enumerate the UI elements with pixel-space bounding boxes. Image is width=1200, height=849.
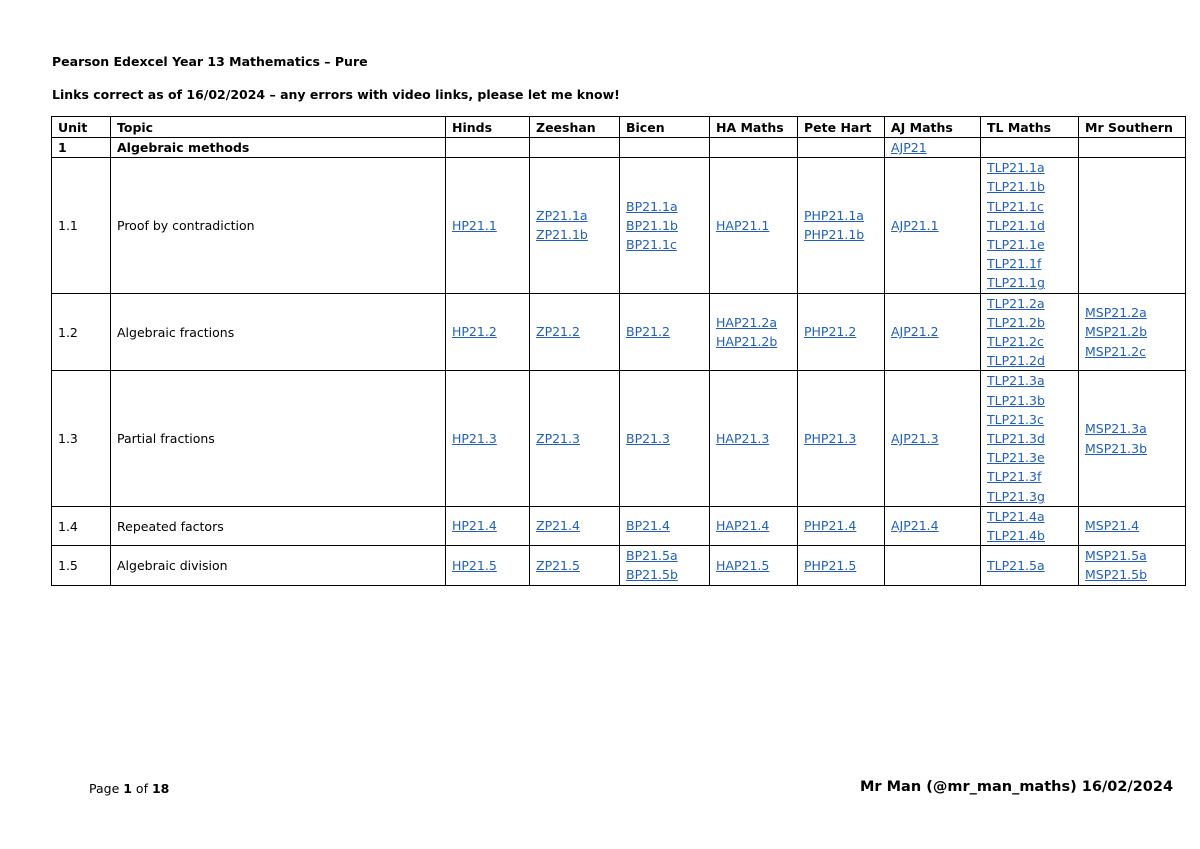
pete-cell	[798, 546, 885, 585]
video-link[interactable]: MSP21.5b	[1085, 567, 1148, 583]
video-link[interactable]: BP21.1b	[626, 217, 678, 233]
video-link[interactable]: TLP21.3d	[987, 431, 1045, 447]
hinds-cell	[446, 506, 530, 545]
ha-cell	[710, 546, 798, 585]
southern-cell	[1079, 506, 1186, 545]
video-link[interactable]: MSP21.5a	[1085, 548, 1147, 564]
video-link[interactable]: TLP21.3g	[987, 488, 1045, 504]
bicen-cell	[620, 371, 710, 506]
video-link[interactable]: HAP21.4	[716, 518, 770, 534]
video-link[interactable]: PHP21.4	[804, 518, 857, 534]
video-link[interactable]: MSP21.3b	[1085, 440, 1148, 456]
hinds-cell	[446, 158, 530, 293]
video-link[interactable]: HP21.3	[452, 431, 497, 447]
header-tl-maths: TL Maths	[981, 117, 1079, 138]
zeeshan-cell	[530, 506, 620, 545]
video-link[interactable]: HAP21.2b	[716, 334, 778, 350]
southern-cell	[1079, 158, 1186, 293]
video-link[interactable]: AJP21.3	[891, 431, 939, 447]
header-zeeshan: Zeeshan	[530, 117, 620, 138]
topic-cell: Repeated factors	[111, 506, 446, 545]
video-link[interactable]: TLP21.1f	[987, 256, 1042, 272]
video-link[interactable]: HP21.5	[452, 557, 497, 573]
southern-cell	[1079, 546, 1186, 585]
pete-cell	[798, 371, 885, 506]
page-total: 18	[151, 781, 170, 796]
unit-cell: 1.1	[52, 158, 111, 293]
table-row	[52, 371, 1186, 506]
video-link[interactable]: AJP21.4	[891, 518, 939, 534]
video-link[interactable]: TLP21.2c	[987, 334, 1044, 350]
unit-cell: 1.4	[52, 506, 111, 545]
video-link[interactable]: BP21.4	[626, 518, 670, 534]
video-link[interactable]: TLP21.3a	[987, 373, 1045, 389]
header-bicen: Bicen	[620, 117, 710, 138]
aj-cell	[885, 506, 981, 545]
video-link[interactable]: TLP21.3c	[987, 411, 1044, 427]
bicen-cell	[620, 506, 710, 545]
topic-cell: Partial fractions	[111, 371, 446, 506]
zeeshan-cell	[530, 158, 620, 293]
video-link[interactable]: ZP21.4	[536, 518, 580, 534]
video-link[interactable]: TLP21.1b	[987, 179, 1045, 195]
page-number	[89, 781, 169, 796]
video-link[interactable]: TLP21.5a	[987, 557, 1045, 573]
video-link[interactable]: MSP21.2b	[1085, 324, 1148, 340]
header-unit: Unit	[52, 117, 111, 138]
video-link[interactable]: PHP21.2	[804, 324, 857, 340]
section-aj-cell	[885, 138, 981, 158]
video-link[interactable]: BP21.2	[626, 324, 670, 340]
video-link[interactable]: TLP21.2a	[987, 295, 1045, 311]
aj-cell	[885, 293, 981, 371]
page-prefix: Page	[89, 781, 124, 796]
zeeshan-cell	[530, 293, 620, 371]
bicen-cell	[620, 158, 710, 293]
section-topic: Algebraic methods	[111, 138, 446, 158]
video-link[interactable]: BP21.1a	[626, 198, 678, 214]
video-link[interactable]: ZP21.2	[536, 324, 580, 340]
video-link[interactable]: TLP21.2b	[987, 314, 1045, 330]
tl-cell	[981, 506, 1079, 545]
video-link[interactable]: BP21.3	[626, 431, 670, 447]
ha-cell	[710, 293, 798, 371]
video-link[interactable]: HAP21.1	[716, 217, 770, 233]
video-link[interactable]: TLP21.4a	[987, 508, 1045, 524]
video-link[interactable]: ZP21.1a	[536, 208, 588, 224]
page-subtitle: Links correct as of 16/02/2024 – any errors with video links, please let me know!	[52, 87, 620, 102]
ha-cell	[710, 506, 798, 545]
author-credit: Mr Man (@mr_man_maths) 16/02/2024	[860, 779, 1174, 795]
topic-cell: Algebraic fractions	[111, 293, 446, 371]
video-link[interactable]: TLP21.4b	[987, 528, 1045, 544]
video-link[interactable]: TLP21.1d	[987, 217, 1045, 233]
video-link[interactable]: TLP21.1c	[987, 198, 1044, 214]
unit-cell: 1.5	[52, 546, 111, 585]
header-pete-hart: Pete Hart	[798, 117, 885, 138]
tl-cell	[981, 546, 1079, 585]
video-link[interactable]: ZP21.5	[536, 557, 580, 573]
video-link[interactable]: TLP21.3f	[987, 469, 1042, 485]
ha-cell	[710, 371, 798, 506]
video-link[interactable]: PHP21.1b	[804, 227, 865, 243]
header-hinds: Hinds	[446, 117, 530, 138]
video-link[interactable]: BP21.5a	[626, 548, 678, 564]
bicen-cell	[620, 293, 710, 371]
section-unit: 1	[52, 138, 111, 158]
topic-cell: Algebraic division	[111, 546, 446, 585]
video-link[interactable]: TLP21.1a	[987, 160, 1045, 176]
video-link[interactable]: MSP21.4	[1085, 518, 1140, 534]
table-row	[52, 506, 1186, 545]
zeeshan-cell	[530, 546, 620, 585]
section-row	[52, 138, 1186, 158]
video-link[interactable]: HP21.4	[452, 518, 497, 534]
pete-cell	[798, 158, 885, 293]
video-links-table	[51, 116, 1186, 586]
pete-cell	[798, 293, 885, 371]
video-link[interactable]: TLP21.1g	[987, 275, 1045, 291]
video-link[interactable]: TLP21.3b	[987, 392, 1045, 408]
video-link[interactable]: AJP21.2	[891, 324, 939, 340]
page-current: 1	[123, 781, 132, 796]
southern-cell	[1079, 293, 1186, 371]
table-row	[52, 546, 1186, 585]
header-aj-maths: AJ Maths	[885, 117, 981, 138]
video-link[interactable]: PHP21.1a	[804, 208, 864, 224]
hinds-cell	[446, 546, 530, 585]
video-link[interactable]: BP21.5b	[626, 567, 678, 583]
video-link[interactable]: TLP21.3e	[987, 450, 1045, 466]
video-link[interactable]: TLP21.1e	[987, 237, 1045, 253]
aj-cell	[885, 371, 981, 506]
video-link[interactable]: HAP21.3	[716, 431, 770, 447]
video-link[interactable]: PHP21.3	[804, 431, 857, 447]
video-link[interactable]: HAP21.2a	[716, 314, 777, 330]
ha-cell	[710, 158, 798, 293]
unit-cell: 1.3	[52, 371, 111, 506]
tl-cell	[981, 158, 1079, 293]
video-link[interactable]: HP21.2	[452, 324, 497, 340]
southern-cell	[1079, 371, 1186, 506]
page-title: Pearson Edexcel Year 13 Mathematics – Pure	[52, 54, 368, 69]
header-mr-southern: Mr Southern	[1079, 117, 1186, 138]
video-link[interactable]: ZP21.1b	[536, 227, 588, 243]
video-link[interactable]: BP21.1c	[626, 237, 677, 253]
bicen-cell	[620, 546, 710, 585]
pete-cell	[798, 506, 885, 545]
table-row	[52, 158, 1186, 293]
header-row	[52, 117, 1186, 138]
video-link[interactable]: MSP21.3a	[1085, 421, 1147, 437]
tl-cell	[981, 371, 1079, 506]
header-topic: Topic	[111, 117, 446, 138]
video-link[interactable]: TLP21.2d	[987, 353, 1045, 369]
table-row	[52, 293, 1186, 371]
video-link[interactable]: MSP21.2c	[1085, 343, 1146, 359]
hinds-cell	[446, 371, 530, 506]
video-link[interactable]: AJP21.1	[891, 217, 939, 233]
hinds-cell	[446, 293, 530, 371]
video-link[interactable]: HP21.1	[452, 217, 497, 233]
topic-cell: Proof by contradiction	[111, 158, 446, 293]
unit-cell: 1.2	[52, 293, 111, 371]
tl-cell	[981, 293, 1079, 371]
aj-cell	[885, 158, 981, 293]
video-link[interactable]: MSP21.2a	[1085, 305, 1147, 321]
header-ha-maths: HA Maths	[710, 117, 798, 138]
page-of: of	[131, 781, 152, 796]
video-link[interactable]: PHP21.5	[804, 557, 857, 573]
aj-cell	[885, 546, 981, 585]
zeeshan-cell	[530, 371, 620, 506]
video-link[interactable]: AJP21	[891, 140, 927, 155]
video-link[interactable]: HAP21.5	[716, 557, 770, 573]
video-link[interactable]: ZP21.3	[536, 431, 580, 447]
